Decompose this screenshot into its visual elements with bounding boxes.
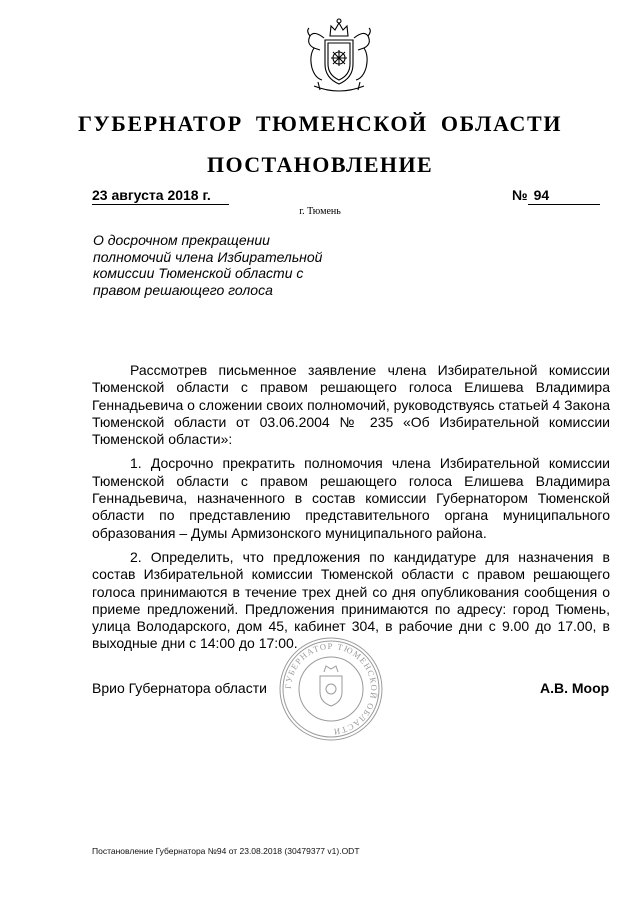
organization-title: ГУБЕРНАТОР ТЮМЕНСКОЙ ОБЛАСТИ	[77, 111, 563, 136]
coat-of-arms-icon	[300, 16, 378, 98]
body-paragraph: 2. Определить, что предложения по кандидатуре для назначения в состав Избирательной комиссии Тюменской области с правом решающего голоса принимаются в течение трех дней со дня опубликования сообщения о приеме предложений. Предложения принимаются по адресу: город Тюмень, улица Володарского, дом 45, кабинет 304, в рабочие дни с 9.00 до 17.00, в выходные дни с 14:00 до 17:00.	[92, 548, 610, 652]
body-paragraph: Рассмотрев письменное заявление члена Избирательной комиссии Тюменской области с правом решающего голоса Елишева Владимира Геннадьевича о сложении своих полномочий, руководствуясь статьей 4 Закона Тюменской области от 03.06.2004 № 235 «Об Избирательной комиссии Тюменской области»:	[92, 362, 610, 448]
document-subject: О досрочном прекращении полномочий члена Избирательной комиссии Тюменской области с правом решающего голоса	[93, 232, 323, 298]
document-type-title: ПОСТАНОВЛЕНИЕ	[206, 152, 434, 177]
document-body	[92, 362, 610, 660]
signature-title: Врио Губернатора области	[92, 680, 267, 696]
document-city: г. Тюмень	[299, 206, 341, 217]
document-number	[512, 187, 603, 205]
signature-name: А.В. Моор	[540, 680, 610, 696]
number-value: 94	[528, 187, 600, 205]
document-date: 23 августа 2018 г.	[92, 187, 229, 205]
document-footer: Постановление Губернатора №94 от 23.08.2018 (30479377 v1).ODT	[92, 846, 360, 856]
body-paragraph: 1. Досрочно прекратить полномочия члена Избирательной комиссии Тюменской области с правом решающего голоса Елишева Владимира Геннадьевича, назначенного в состав комиссии Губернатором Тюменской области по представлению представительного органа муниципального образования – Думы Армизонского муниципального района.	[92, 455, 610, 541]
number-label: №	[512, 187, 528, 203]
official-seal-icon	[278, 636, 384, 742]
seal-text: ГУБЕРНАТОР ТЮМЕНСКОЙ ОБЛАСТИ	[282, 640, 380, 738]
